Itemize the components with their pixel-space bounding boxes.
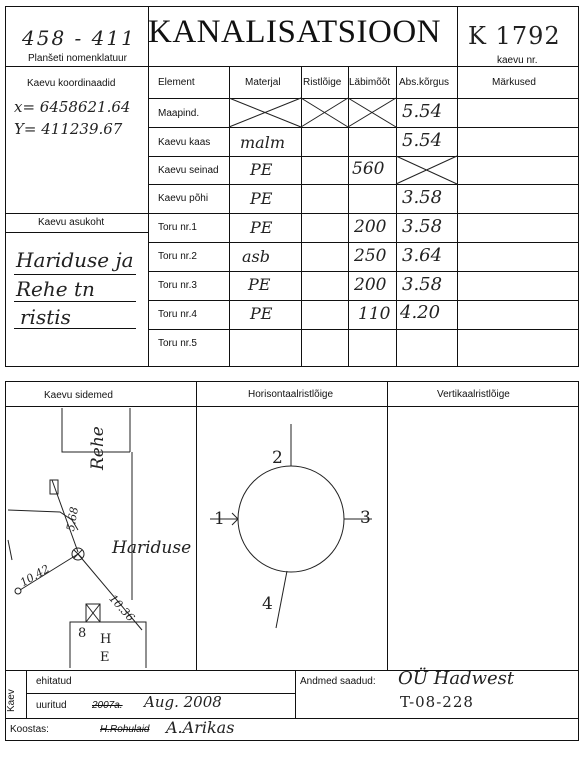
- well-number-label: kaevu nr.: [497, 55, 538, 66]
- row-material: PE: [250, 218, 273, 237]
- col-header-abs-height: Abs.kõrgus: [399, 77, 450, 88]
- row-material: PE: [250, 304, 273, 323]
- location-line-1: Hariduse ja: [16, 248, 134, 272]
- vertical-section-label: Vertikaalristlõige: [437, 389, 510, 400]
- row-element: Maapind.: [158, 108, 200, 119]
- row-material: malm: [240, 133, 285, 152]
- col-header-cross-section: Ristlõige: [303, 77, 342, 88]
- uuritud-value: Aug. 2008: [144, 693, 222, 711]
- coordinate-y: Y= 411239.67: [14, 120, 123, 138]
- koostas-label: Koostas:: [10, 724, 49, 735]
- nomenklatuur-label: Planšeti nomenklatuur: [28, 53, 127, 64]
- andmed-value-1: OÜ Hadwest: [398, 668, 515, 689]
- col-header-element: Element: [158, 77, 195, 88]
- location-line-3: ristis: [20, 305, 71, 329]
- street-rehe: Rehe: [88, 426, 108, 470]
- row-material: PE: [250, 189, 273, 208]
- andmed-label: Andmed saadud:: [300, 676, 376, 687]
- building-letter-1: H: [100, 632, 112, 647]
- col-header-notes: Märkused: [492, 77, 536, 88]
- building-number: 8: [78, 626, 87, 641]
- row-element: Kaevu kaas: [158, 137, 211, 148]
- uuritud-struck: 2007a.: [92, 700, 123, 711]
- location-line-2: Rehe tn: [16, 277, 95, 301]
- well-number-value: K 1792: [468, 22, 561, 50]
- row-height: 5.54: [402, 101, 443, 122]
- row-height: 3.64: [402, 245, 443, 266]
- row-material: PE: [250, 160, 273, 179]
- pipe-label-1: 1: [214, 509, 225, 529]
- koostas-struck: H.Rohulaid: [100, 724, 150, 735]
- distance-2: 10.42: [18, 562, 52, 590]
- pipe-label-4: 4: [262, 594, 273, 614]
- row-element: Toru nr.2: [158, 251, 197, 262]
- row-height: 4.20: [400, 302, 441, 323]
- coordinate-x: x= 6458621.64: [14, 98, 131, 116]
- sidemed-label: Kaevu sidemed: [44, 390, 113, 401]
- row-diameter: 200: [354, 275, 387, 295]
- row-diameter: 200: [354, 217, 387, 237]
- coordinates-label: Kaevu koordinaadid: [27, 78, 116, 89]
- row-diameter: 110: [358, 304, 391, 324]
- row-height: 3.58: [402, 187, 443, 208]
- nomenklatuur-value: 458 - 411: [22, 26, 136, 50]
- col-header-material: Materjal: [245, 77, 281, 88]
- row-element: Kaevu seinad: [158, 165, 219, 176]
- row-element: Toru nr.5: [158, 338, 197, 349]
- row-element: Toru nr.4: [158, 309, 197, 320]
- distance-1: 5.68: [64, 505, 82, 533]
- pipe-label-3: 3: [360, 508, 371, 528]
- row-element: Kaevu põhi: [158, 193, 209, 204]
- row-height: 5.54: [402, 130, 443, 151]
- row-element: Toru nr.3: [158, 280, 197, 291]
- row-material: PE: [248, 275, 271, 294]
- row-element: Toru nr.1: [158, 222, 197, 233]
- andmed-value-2: T-08-228: [400, 693, 474, 711]
- ehitatud-label: ehitatud: [36, 676, 72, 687]
- koostas-value: A.Arikas: [166, 718, 235, 737]
- col-header-diameter: Läbimõõt: [349, 77, 391, 88]
- uuritud-label: uuritud: [36, 700, 67, 711]
- kaev-label: Kaev: [6, 689, 17, 712]
- row-material: asb: [242, 247, 270, 266]
- row-diameter: 250: [354, 246, 387, 266]
- row-height: 3.58: [402, 274, 443, 295]
- pipe-label-2: 2: [272, 448, 283, 468]
- row-height: 3.58: [402, 216, 443, 237]
- horizontal-section-label: Horisontaalristlõige: [248, 389, 334, 400]
- distance-3: 10.36: [106, 592, 138, 625]
- location-label: Kaevu asukoht: [38, 217, 105, 228]
- street-hariduse: Hariduse: [112, 538, 192, 558]
- page-title: KANALISATSIOON: [148, 14, 441, 50]
- building-letter-2: E: [100, 650, 110, 665]
- row-diameter: 560: [352, 159, 385, 179]
